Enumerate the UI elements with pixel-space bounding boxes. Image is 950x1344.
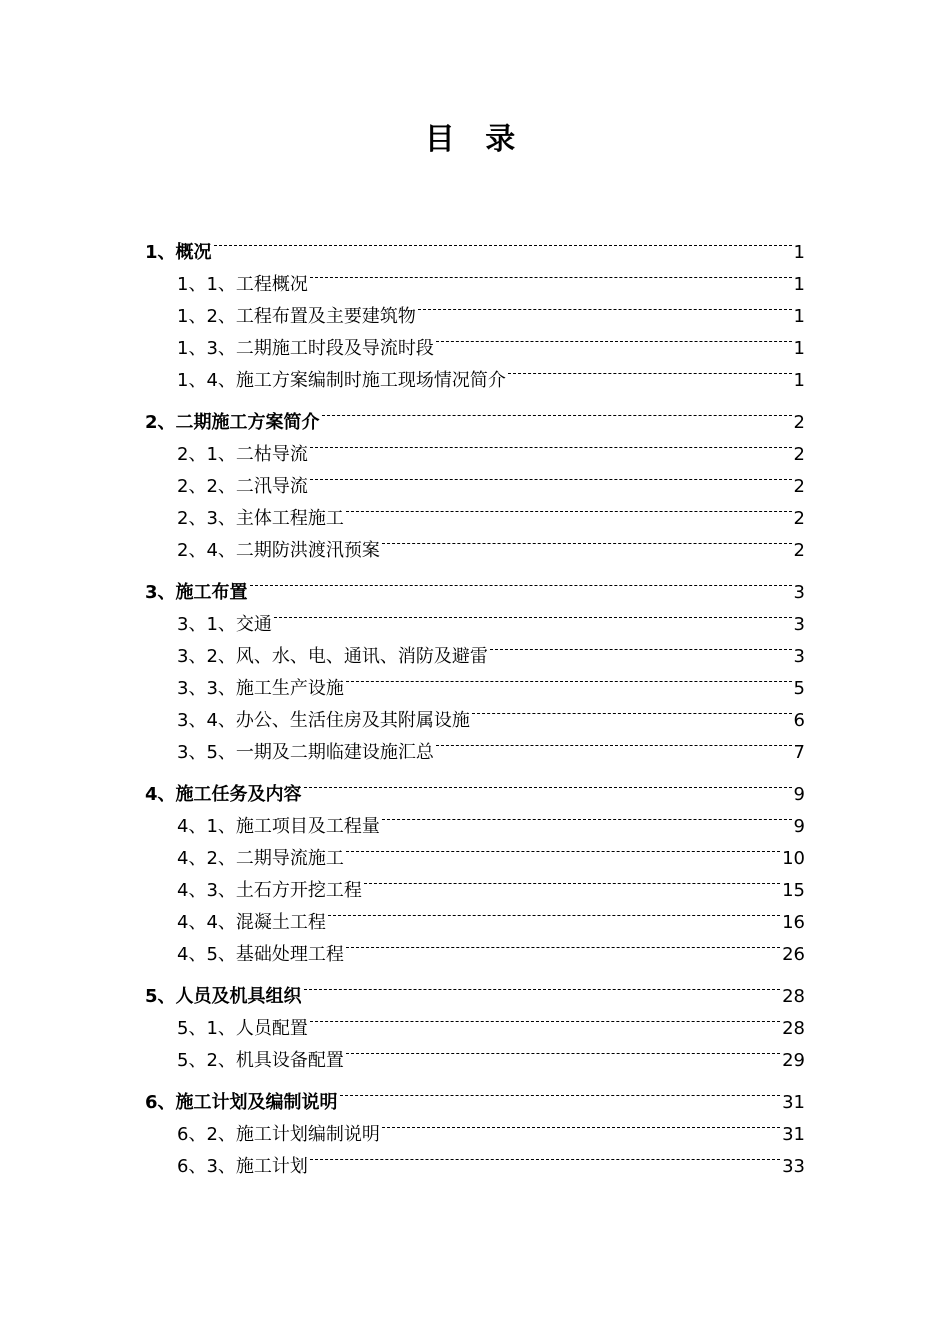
toc-page-number: 2 bbox=[793, 444, 805, 465]
toc-page-number: 15 bbox=[782, 880, 805, 901]
toc-page-number: 1 bbox=[793, 338, 805, 359]
toc-entry-label: 2、4、二期防洪渡汛预案 bbox=[177, 540, 380, 561]
dot-leader bbox=[310, 258, 792, 290]
toc-page-number: 3 bbox=[793, 646, 805, 667]
toc-page-number: 1 bbox=[793, 306, 805, 327]
toc-page-number: 1 bbox=[793, 242, 805, 263]
dot-leader bbox=[382, 800, 792, 832]
toc-page-number: 28 bbox=[782, 986, 805, 1007]
dot-leader bbox=[382, 1108, 780, 1140]
toc-entry-label: 3、2、风、水、电、通讯、消防及避雷 bbox=[177, 646, 488, 667]
toc-subsection-item[interactable] bbox=[145, 258, 805, 295]
toc-entry-label: 5、1、人员配置 bbox=[177, 1018, 308, 1039]
dot-leader bbox=[346, 832, 780, 864]
toc-page-number: 28 bbox=[782, 1018, 805, 1039]
toc-page-number: 16 bbox=[782, 912, 805, 933]
dot-leader bbox=[328, 896, 780, 928]
dot-leader bbox=[310, 460, 792, 492]
dot-leader bbox=[304, 768, 792, 800]
toc-entry-label: 3、1、交通 bbox=[177, 614, 272, 635]
dot-leader bbox=[382, 524, 792, 556]
toc-entry-label: 4、施工任务及内容 bbox=[145, 784, 302, 805]
toc-entry-label: 3、施工布置 bbox=[145, 582, 248, 603]
dot-leader bbox=[322, 396, 792, 428]
toc-entry-label: 3、3、施工生产设施 bbox=[177, 678, 344, 699]
dot-leader bbox=[490, 630, 792, 662]
toc-entry-label: 2、二期施工方案简介 bbox=[145, 412, 320, 433]
toc-entry-label: 6、施工计划及编制说明 bbox=[145, 1092, 338, 1113]
dot-leader bbox=[418, 290, 792, 322]
toc-page-number: 6 bbox=[793, 710, 805, 731]
toc-entry-label: 1、概况 bbox=[145, 242, 212, 263]
table-of-contents bbox=[145, 226, 805, 1177]
toc-entry-label: 1、1、工程概况 bbox=[177, 274, 308, 295]
toc-section-heading[interactable] bbox=[145, 566, 805, 603]
toc-page-number: 2 bbox=[793, 508, 805, 529]
toc-page-number: 5 bbox=[793, 678, 805, 699]
toc-page-number: 9 bbox=[793, 784, 805, 805]
toc-page-number: 29 bbox=[782, 1050, 805, 1071]
dot-leader bbox=[346, 662, 792, 694]
dot-leader bbox=[214, 226, 792, 258]
dot-leader bbox=[340, 1076, 781, 1108]
dot-leader bbox=[472, 694, 792, 726]
dot-leader bbox=[310, 1140, 780, 1172]
dot-leader bbox=[436, 726, 792, 758]
toc-entry-label: 4、3、土石方开挖工程 bbox=[177, 880, 362, 901]
dot-leader bbox=[304, 970, 781, 1002]
toc-entry-label: 3、4、办公、生活住房及其附属设施 bbox=[177, 710, 470, 731]
toc-entry-label: 2、3、主体工程施工 bbox=[177, 508, 344, 529]
dot-leader bbox=[436, 322, 792, 354]
dot-leader bbox=[346, 492, 792, 524]
toc-entry-label: 4、5、基础处理工程 bbox=[177, 944, 344, 965]
toc-entry-label: 6、3、施工计划 bbox=[177, 1156, 308, 1177]
toc-page-number: 31 bbox=[782, 1092, 805, 1113]
toc-page-number: 3 bbox=[793, 582, 805, 603]
toc-page-number: 3 bbox=[793, 614, 805, 635]
toc-page-number: 1 bbox=[793, 274, 805, 295]
toc-page-number: 1 bbox=[793, 370, 805, 391]
dot-leader bbox=[310, 428, 792, 460]
toc-page-number: 33 bbox=[782, 1156, 805, 1177]
toc-section-heading[interactable] bbox=[145, 226, 805, 263]
toc-section-heading[interactable] bbox=[145, 396, 805, 433]
toc-entry-label: 2、2、二汛导流 bbox=[177, 476, 308, 497]
toc-page-number: 2 bbox=[793, 476, 805, 497]
toc-section-heading[interactable] bbox=[145, 768, 805, 805]
toc-entry-label: 5、人员及机具组织 bbox=[145, 986, 302, 1007]
toc-title: 目 录 bbox=[424, 122, 526, 157]
dot-leader bbox=[346, 1034, 780, 1066]
toc-entry-label: 1、3、二期施工时段及导流时段 bbox=[177, 338, 434, 359]
toc-page-number: 31 bbox=[782, 1124, 805, 1145]
toc-entry-label: 1、2、工程布置及主要建筑物 bbox=[177, 306, 416, 327]
toc-entry-label: 6、2、施工计划编制说明 bbox=[177, 1124, 380, 1145]
toc-entry-label: 4、4、混凝土工程 bbox=[177, 912, 326, 933]
toc-page-number: 26 bbox=[782, 944, 805, 965]
toc-page-number: 10 bbox=[782, 848, 805, 869]
toc-entry-label: 4、2、二期导流施工 bbox=[177, 848, 344, 869]
toc-entry-label: 5、2、机具设备配置 bbox=[177, 1050, 344, 1071]
toc-page-number: 7 bbox=[793, 742, 805, 763]
toc-entry-label: 4、1、施工项目及工程量 bbox=[177, 816, 380, 837]
dot-leader bbox=[346, 928, 780, 960]
toc-page-number: 2 bbox=[793, 540, 805, 561]
toc-entry-label: 2、1、二枯导流 bbox=[177, 444, 308, 465]
toc-page-number: 9 bbox=[793, 816, 805, 837]
toc-entry-label: 1、4、施工方案编制时施工现场情况简介 bbox=[177, 370, 506, 391]
toc-page-number: 2 bbox=[793, 412, 805, 433]
dot-leader bbox=[310, 1002, 780, 1034]
toc-section-heading[interactable] bbox=[145, 1076, 805, 1113]
dot-leader bbox=[274, 598, 792, 630]
dot-leader bbox=[250, 566, 792, 598]
toc-entry-label: 3、5、一期及二期临建设施汇总 bbox=[177, 742, 434, 763]
toc-section-heading[interactable] bbox=[145, 970, 805, 1007]
dot-leader bbox=[508, 354, 792, 386]
dot-leader bbox=[364, 864, 780, 896]
